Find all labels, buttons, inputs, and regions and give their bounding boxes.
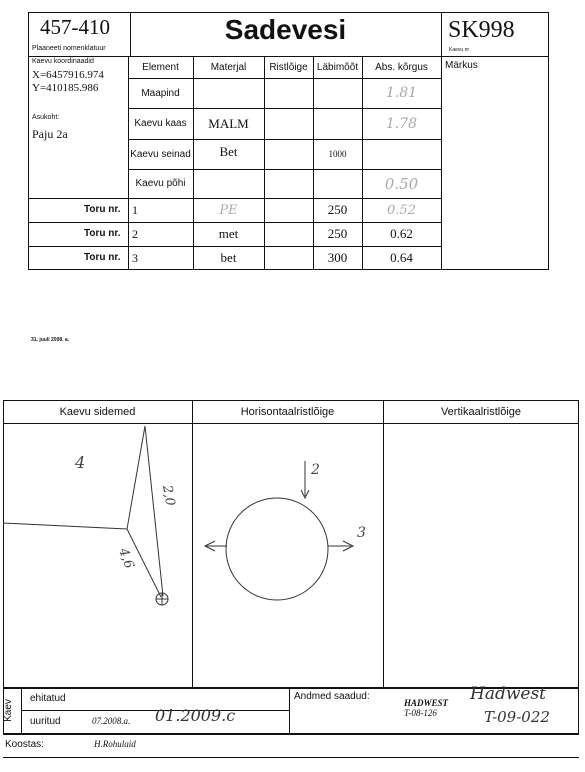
row-height: 0.50 <box>384 174 419 193</box>
pipe-number: 3 <box>132 250 138 265</box>
sketch-heading-connections: Kaevu sidemed <box>59 405 136 418</box>
pipe-diameter: 250 <box>327 226 348 241</box>
plan-sheet-caption: Plaaneeti nomenklatuur <box>32 45 106 52</box>
pipe-height: 0.52 <box>387 202 416 218</box>
row-diameter: 1000 <box>328 149 347 159</box>
header-cross-section: Ristlõige <box>269 61 308 73</box>
distance-label-b: 2,0 <box>159 484 178 508</box>
coordinates-block <box>32 58 128 142</box>
coordinates-caption: Kaevu koordinaadid <box>32 58 94 65</box>
y-coordinate: Y=410185.986 <box>32 82 99 94</box>
surveyed-label: uuritud <box>30 716 61 727</box>
pipe-material: met <box>218 226 239 241</box>
distance-label-c: 4,6 <box>115 546 137 571</box>
row-element: Kaevu kaas <box>134 118 187 129</box>
header-material: Materjal <box>210 61 247 73</box>
row-element: Kaevu seinad <box>130 148 191 160</box>
header-abs-height: Abs. kõrgus <box>375 61 428 73</box>
row-element: Maapind <box>141 87 180 99</box>
row-material: Bet <box>219 144 238 159</box>
well-vertical-label: Kaev <box>2 699 14 722</box>
author-label: Koostas: <box>5 739 44 750</box>
surveyed-date-handwritten: 01.2009.c <box>155 706 236 725</box>
location-value: Paju 2a <box>32 127 68 141</box>
reference-handwritten: T-09-022 <box>484 708 550 726</box>
pipe-diameter: 250 <box>327 202 348 217</box>
plan-sheet-number: 457-410 <box>40 15 110 39</box>
header-diameter: Läbimõõt <box>316 61 359 73</box>
surveyed-date: 07.2008.a. <box>92 716 131 726</box>
pipe-marker-3: 3 <box>357 525 366 541</box>
horizontal-section-sketch <box>193 424 383 688</box>
row-height: 1.78 <box>385 115 418 132</box>
row-material: MALM <box>208 115 249 131</box>
pipe-label: Toru nr. <box>84 228 121 239</box>
row-height: 1.81 <box>385 85 418 101</box>
header-element: Element <box>142 61 179 73</box>
distance-label-a: 4 <box>75 453 86 472</box>
sketch-heading-vertical: Vertikaalristlõige <box>440 405 522 418</box>
pipe-number: 1 <box>132 202 138 217</box>
company-reference: T-08-126 <box>404 708 437 718</box>
pipe-height: 0.64 <box>390 250 413 265</box>
well-number: SK998 <box>448 17 515 43</box>
pipe-label: Toru nr. <box>84 204 121 215</box>
pipe-height: 0.62 <box>390 226 413 241</box>
built-label: ehitatud <box>30 693 66 704</box>
sketch-heading-horizontal: Horisontaalristlõige <box>240 405 335 418</box>
header-remarks: Märkus <box>445 60 478 71</box>
pipe-diameter: 300 <box>327 250 348 265</box>
row-element: Kaevu põhi <box>135 178 186 189</box>
company-handwritten: Hadwest <box>470 684 547 704</box>
data-source-label: Andmed saadud: <box>294 691 370 702</box>
page-title: Sadevesi <box>224 14 347 45</box>
pipe-material: PE <box>219 202 238 218</box>
pipe-number: 2 <box>132 226 138 241</box>
connections-sketch <box>3 424 192 688</box>
company-name: HADWEST <box>404 698 449 708</box>
pipe-label: Toru nr. <box>84 252 121 263</box>
date-note: 31. juuli 2008. a. <box>31 337 70 343</box>
pipe-material: bet <box>220 250 237 265</box>
pipe-marker-2: 2 <box>311 462 320 478</box>
well-number-caption: Kaevu nr <box>449 47 470 53</box>
author-name: H.Rohulaid <box>94 739 136 749</box>
location-caption: Asukoht: <box>32 114 60 121</box>
x-coordinate: X=6457916.974 <box>32 69 104 81</box>
